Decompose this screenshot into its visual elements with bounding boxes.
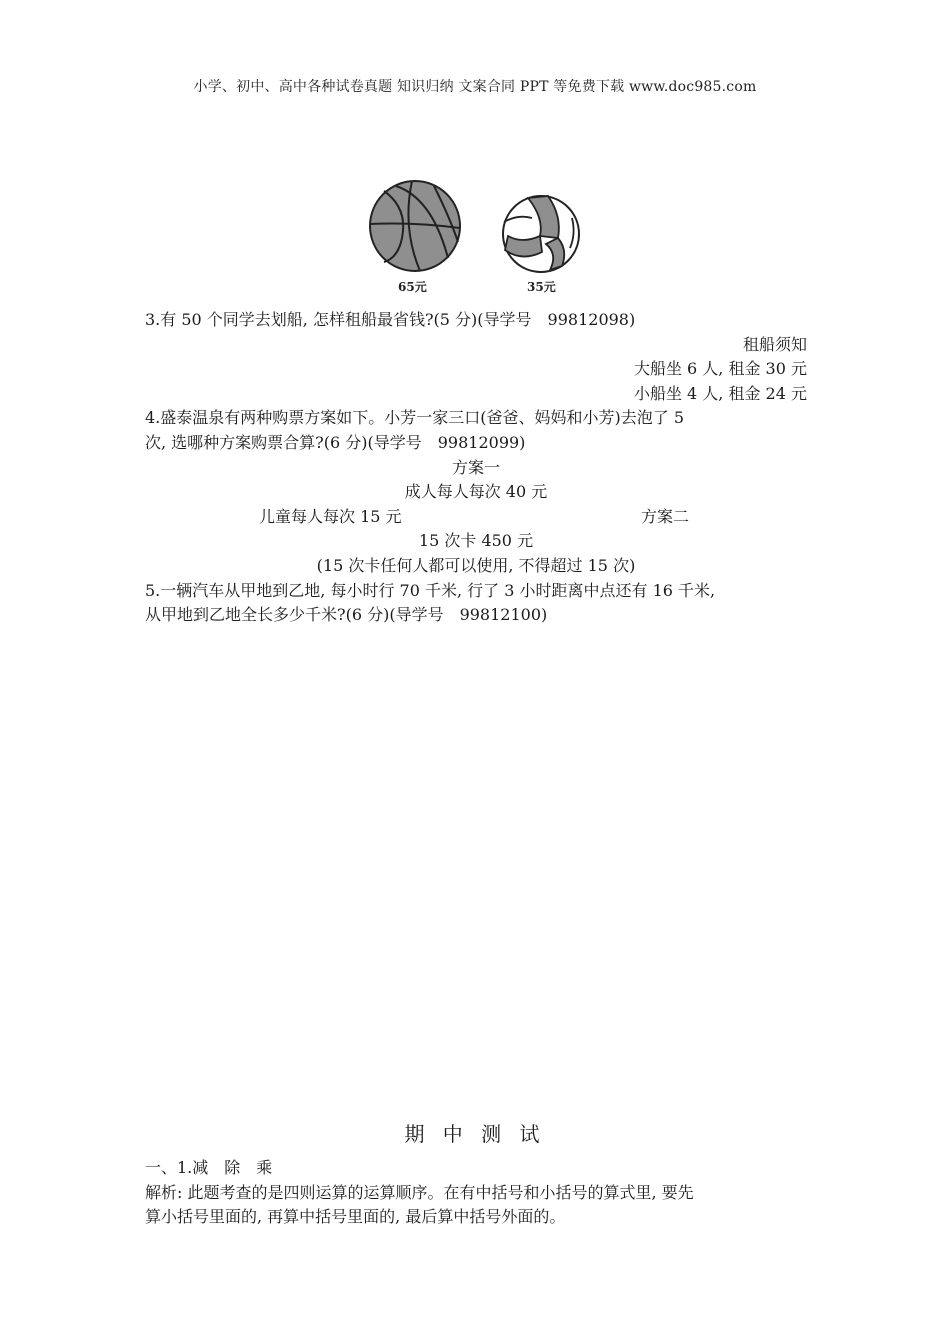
plan1-title: 方案一 xyxy=(451,457,500,477)
page-header: 小学、初中、高中各种试卷真题 知识归纳 文案合同 PPT 等免费下载 www.doc985.com xyxy=(193,79,757,95)
big-boat-rule: 大船坐 6 人, 租金 30 元 xyxy=(633,359,807,379)
answer-item-1: 一、1.减 除 乘 xyxy=(145,1158,273,1177)
question-3: 3.有 50 个同学去划船, 怎样租船最省钱?(5 分)(导学号 99812098) xyxy=(145,310,636,329)
analysis-line2: 算小括号里面的, 再算中括号里面的, 最后算中括号外面的。 xyxy=(145,1207,566,1227)
questions xyxy=(145,308,807,628)
basketball-volleyball-image xyxy=(362,178,592,278)
plan1-adult-price: 成人每人每次 40 元 xyxy=(404,482,548,502)
plan2-note: (15 次卡任何人都可以使用, 不得超过 15 次) xyxy=(316,555,636,575)
answers xyxy=(145,1156,807,1230)
question-5-line1: 5.一辆汽车从甲地到乙地, 每小时行 70 千米, 行了 3 小时距离中点还有 16 千米, xyxy=(145,580,716,600)
basketball-icon xyxy=(370,181,460,271)
question-5-line2: 从甲地到乙地全长多少千米?(6 分)(导学号 99812100) xyxy=(145,605,548,625)
plan2-title: 方案二 xyxy=(640,506,689,526)
volleyball-price: 35元 xyxy=(527,280,556,294)
plan1-child-price: 儿童每人每次 15 元 xyxy=(259,506,402,526)
volleyball-icon xyxy=(503,196,579,272)
section-title: 期 中 测 试 xyxy=(404,1122,546,1146)
boat-notice-title: 租船须知 xyxy=(742,334,807,354)
plan-row xyxy=(145,505,807,530)
ball-figure xyxy=(362,178,592,298)
analysis-line1: 解析: 此题考查的是四则运算的运算顺序。在有中括号和小括号的算式里, 要先 xyxy=(145,1182,694,1202)
question-4-line1: 4.盛泰温泉有两种购票方案如下。小芳一家三口(爸爸、妈妈和小芳)去泡了 5 xyxy=(145,408,685,428)
basketball-price: 65元 xyxy=(398,280,427,294)
question-4-line2: 次, 选哪种方案购票合算?(6 分)(导学号 99812099) xyxy=(145,432,526,452)
small-boat-rule: 小船坐 4 人, 租金 24 元 xyxy=(633,383,807,403)
plan2-card-price: 15 次卡 450 元 xyxy=(418,531,534,551)
